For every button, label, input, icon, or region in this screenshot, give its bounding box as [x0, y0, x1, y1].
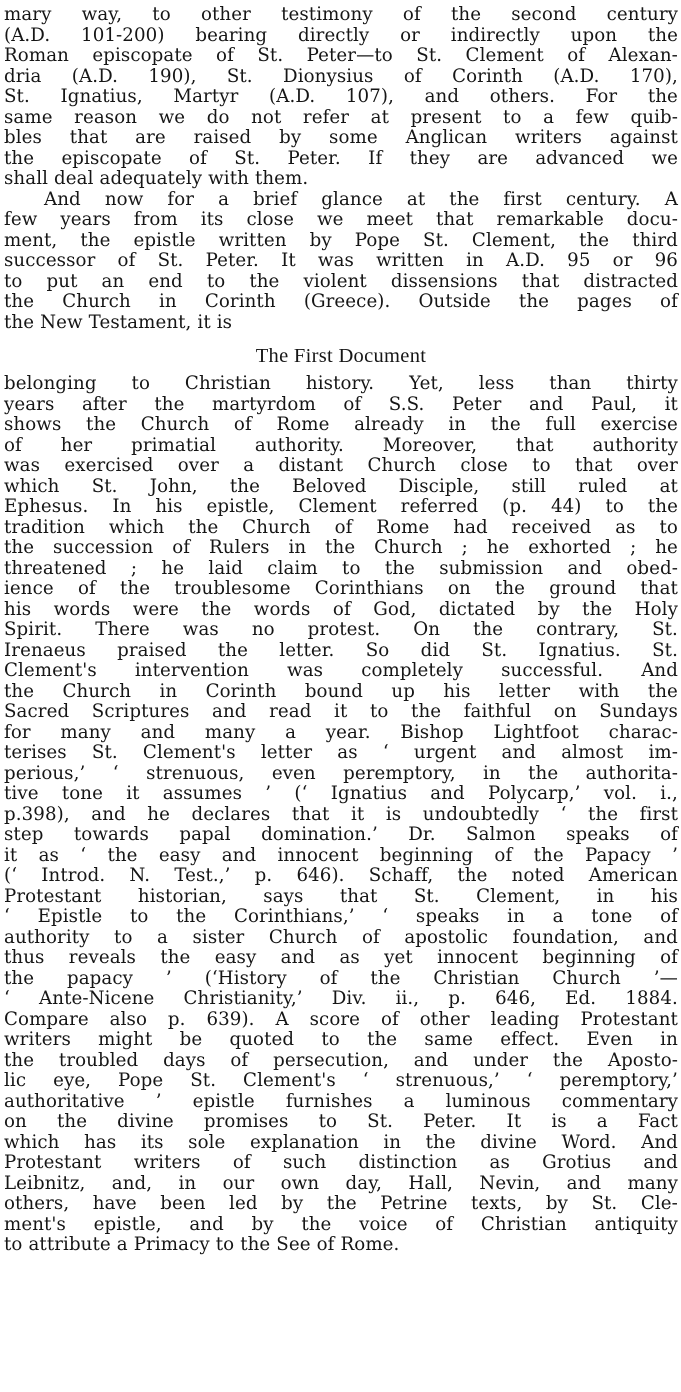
- text-line: was exercised over a distant Church close to that over: [4, 455, 678, 476]
- text-line: thus reveals the easy and as yet innocent beginning of: [4, 947, 678, 968]
- text-line: (‘ Introd. N. Test.,’ p. 646). Schaff, the noted American: [4, 865, 678, 886]
- text-line: to attribute a Primacy to the See of Rome.: [4, 1234, 400, 1255]
- text-line: St. Ignatius, Martyr (A.D. 107), and others. For the: [4, 86, 678, 107]
- text-line: Protestant historian, says that St. Clement, in his: [4, 885, 678, 907]
- text-line: tradition which the Church of Rome had received as to: [4, 516, 678, 538]
- text-line: ‘ Ante-Nicene Christianity,’ Div. ii., p. 646, Ed. 1884.: [4, 988, 678, 1009]
- text-line: shall deal adequately with them.: [4, 168, 309, 189]
- text-line: of her primatial authority. Moreover, that authority: [4, 434, 678, 456]
- text-line: belonging to Christian history. Yet, less than thirty: [4, 373, 678, 394]
- text-line: shows the Church of Rome already in the full exercise: [4, 414, 678, 435]
- text-line: which St. John, the Beloved Disciple, still ruled at: [4, 475, 678, 497]
- paragraph-3: [4, 374, 678, 1256]
- text-line: mary way, to other testimony of the second century: [4, 4, 678, 25]
- text-line: tive tone it assumes ’ (‘ Ignatius and Polycarp,’ vol. i.,: [4, 783, 678, 804]
- text-line: authoritative ’ epistle furnishes a luminous commentary: [4, 1090, 678, 1112]
- text-line: Sacred Scriptures and read it to the faithful on Sundays: [4, 701, 678, 722]
- text-line: ment, the epistle written by Pope St. Clement, the third: [4, 229, 678, 251]
- text-line: Clement's intervention was completely successful. And: [4, 660, 678, 681]
- text-line: the troubled days of persecution, and under the Aposto-: [4, 1049, 678, 1071]
- text-line: authority to a sister Church of apostolic foundation, and: [4, 926, 678, 948]
- text-line: the papacy ’ (‘History of the Christian Church ’—: [4, 967, 678, 989]
- text-line: Protestant writers of such distinction as Grotius and: [4, 1152, 678, 1173]
- text-line: perious,’ ‘ strenuous, even peremptory, in the authorita-: [4, 762, 678, 784]
- text-line: And now for a brief glance at the first century. A: [44, 188, 678, 210]
- text-line: on the divine promises to St. Peter. It is a Fact: [4, 1111, 678, 1132]
- text-line: Compare also p. 639). A score of other leading Protestant: [4, 1008, 678, 1030]
- text-line: years after the martyrdom of S.S. Peter and Paul, it: [4, 393, 678, 415]
- text-line: same reason we do not refer at present to a few quib-: [4, 106, 678, 128]
- text-line: Leibnitz, and, in our own day, Hall, Nevin, and many: [4, 1172, 678, 1194]
- text-line: the New Testament, it is: [4, 311, 233, 333]
- text-line: ience of the troublesome Corinthians on the ground that: [4, 578, 678, 599]
- text-line: terises St. Clement's letter as ‘ urgent and almost im-: [4, 742, 678, 763]
- text-line: few years from its close we meet that remarkable docu-: [4, 209, 678, 230]
- article-column: [4, 5, 678, 1256]
- text-line: others, have been led by the Petrine texts, by St. Cle-: [4, 1193, 678, 1214]
- text-line: writers might be quoted to the same effect. Even in: [4, 1029, 678, 1050]
- text-line: lic eye, Pope St. Clement's ‘ strenuous,’ ‘ peremptory,’: [4, 1070, 678, 1091]
- text-line: the succession of Rulers in the Church ; he exhorted ; he: [4, 537, 678, 558]
- subheading: The First Document: [255, 345, 427, 367]
- text-line: the Church in Corinth (Greece). Outside the pages of: [4, 291, 678, 312]
- text-line: ment's epistle, and by the voice of Christian antiquity: [4, 1213, 678, 1235]
- text-line: it as ‘ the easy and innocent beginning of the Papacy ’: [4, 844, 678, 866]
- text-line: p.398), and he declares that it is undoubtedly ‘ the first: [4, 803, 678, 825]
- text-line: the episcopate of St. Peter. If they are advanced we: [4, 147, 678, 169]
- paragraph-2: [4, 190, 678, 334]
- text-line: Roman episcopate of St. Peter—to St. Clement of Alexan-: [4, 45, 678, 66]
- text-line: Irenaeus praised the letter. So did St. Ignatius. St.: [4, 639, 678, 661]
- text-line: Spirit. There was no protest. On the contrary, St.: [4, 619, 678, 640]
- text-line: for many and many a year. Bishop Lightfoot charac-: [4, 721, 678, 743]
- text-line: his words were the words of God, dictated by the Holy: [4, 598, 678, 620]
- text-line: which has its sole explanation in the divine Word. And: [4, 1131, 678, 1153]
- text-line: to put an end to the violent dissensions that distracted: [4, 270, 678, 292]
- text-line: ‘ Epistle to the Corinthians,’ ‘ speaks in a tone of: [4, 906, 678, 927]
- paragraph-1: [4, 5, 678, 190]
- text-line: bles that are raised by some Anglican writers against: [4, 127, 678, 148]
- text-line: threatened ; he laid claim to the submission and obed-: [4, 557, 678, 579]
- text-line: step towards papal domination.’ Dr. Salmon speaks of: [4, 824, 678, 845]
- text-line: Ephesus. In his epistle, Clement referred (p. 44) to the: [4, 496, 678, 517]
- text-line: (A.D. 101-200) bearing directly or indirectly upon the: [4, 24, 678, 46]
- text-line: dria (A.D. 190), St. Dionysius of Corinth (A.D. 170),: [4, 65, 678, 87]
- text-line: the Church in Corinth bound up his letter with the: [4, 680, 678, 702]
- text-line: successor of St. Peter. It was written in A.D. 95 or 96: [4, 250, 678, 271]
